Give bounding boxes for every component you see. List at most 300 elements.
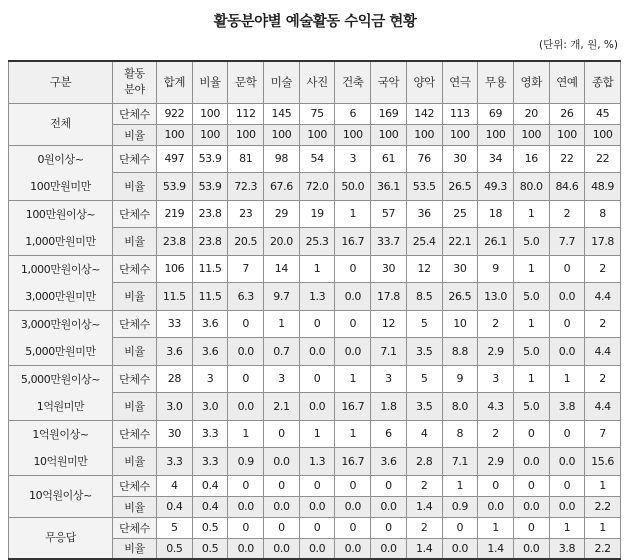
table-cell: 100 [264,124,300,145]
table-cell: 61 [371,145,407,173]
table-cell: 2.2 [585,496,621,517]
table-cell: 0.0 [335,538,371,559]
header-sub-line: 활동 [124,67,145,81]
group-label-line: 1억원이상~ [32,427,89,441]
table-row [9,420,621,448]
table-cell: 16.7 [335,448,371,476]
table-cell: 3.6 [192,338,228,366]
group-label-line: 1,000만원미만 [25,234,96,248]
column-header: 연예 [549,61,585,103]
table-cell: 16.7 [335,228,371,256]
table-cell: 112 [228,103,264,124]
table-cell: 3 [192,365,228,393]
row-type-label: 단체수 [113,255,157,283]
table-cell: 53.9 [192,173,228,201]
table-cell: 8 [585,200,621,228]
row-type-label: 단체수 [113,310,157,338]
table-row [9,365,621,393]
table-cell: 1.4 [406,496,442,517]
table-cell: 0.4 [192,475,228,496]
table-cell: 0 [299,365,335,393]
table-row [9,310,621,338]
table-cell: 0 [299,517,335,538]
table-cell: 25.3 [299,228,335,256]
table-cell: 4 [406,420,442,448]
row-type-label: 단체수 [113,420,157,448]
table-cell: 72.3 [228,173,264,201]
table-cell: 8.5 [406,283,442,311]
table-cell: 2.8 [406,448,442,476]
table-row [9,255,621,283]
group-label [9,145,113,200]
row-type-label: 비율 [113,393,157,421]
table-cell: 497 [157,145,193,173]
table-cell: 2 [585,255,621,283]
group-label-line: 3,000만원미만 [25,289,96,303]
table-cell: 100 [478,124,514,145]
table-cell: 0 [335,517,371,538]
table-cell: 5.0 [513,228,549,256]
table-cell: 100 [228,124,264,145]
table-cell: 26.5 [442,173,478,201]
table-cell: 4 [157,475,193,496]
table-cell: 9.7 [264,283,300,311]
table-cell: 1 [228,420,264,448]
table-cell: 1 [585,517,621,538]
table-cell: 0.0 [264,538,300,559]
table-cell: 3.6 [192,310,228,338]
table-cell: 0.4 [192,496,228,517]
page-title: 활동분야별 예술활동 수익금 현황 [213,14,417,30]
table-cell: 3.6 [371,448,407,476]
group-label-line: 전체 [50,117,71,130]
table-cell: 20 [513,103,549,124]
table-cell: 6 [335,103,371,124]
group-label-line: 10억원이상~ [29,489,92,502]
table-cell: 20.5 [228,228,264,256]
table-cell: 0 [228,475,264,496]
row-type-label: 단체수 [113,365,157,393]
table-cell: 0.0 [228,496,264,517]
table-cell: 0.0 [299,496,335,517]
table-cell: 0 [549,310,585,338]
table-cell: 20.0 [264,228,300,256]
column-header: 미술 [264,61,300,103]
table-cell: 0 [299,475,335,496]
table-cell: 100 [157,124,193,145]
table-cell: 3.8 [549,393,585,421]
table-cell: 3.0 [192,393,228,421]
table-cell: 0.9 [442,496,478,517]
table-cell: 26.5 [442,283,478,311]
table-cell: 0.5 [192,517,228,538]
table-cell: 2 [478,420,514,448]
table-cell: 1 [335,365,371,393]
table-row [9,145,621,173]
table-cell: 0.0 [228,538,264,559]
table-cell: 0 [371,475,407,496]
table-cell: 0.0 [299,538,335,559]
table-cell: 100 [192,124,228,145]
table-cell: 18 [478,200,514,228]
table-cell: 0.0 [228,338,264,366]
table-cell: 2 [549,200,585,228]
table-cell: 1 [513,310,549,338]
table-cell: 0.0 [513,448,549,476]
column-header: 종합 [585,61,621,103]
table-cell: 0.0 [549,283,585,311]
table-cell: 16 [513,145,549,173]
table-cell: 0.5 [192,538,228,559]
table-cell: 1 [299,420,335,448]
table-cell: 50.0 [335,173,371,201]
table-row [9,200,621,228]
table-cell: 100 [299,124,335,145]
column-header: 연극 [442,61,478,103]
table-cell: 0 [442,517,478,538]
table-cell: 16.7 [335,393,371,421]
table-cell: 33.7 [371,228,407,256]
table-cell: 12 [371,310,407,338]
table-cell: 0.0 [478,496,514,517]
table-cell: 3.8 [549,538,585,559]
table-cell: 13.0 [478,283,514,311]
table-cell: 4.4 [585,283,621,311]
table-cell: 23.8 [192,200,228,228]
table-cell: 1 [513,365,549,393]
table-cell: 0 [549,255,585,283]
table-cell: 53.9 [192,145,228,173]
table-cell: 22.1 [442,228,478,256]
table-cell: 3.0 [157,393,193,421]
table-cell: 36 [406,200,442,228]
table-cell: 30 [442,145,478,173]
table-cell: 0 [228,365,264,393]
group-label [9,517,113,559]
row-type-label: 비율 [113,496,157,517]
table-cell: 15.6 [585,448,621,476]
table-cell: 4.4 [585,393,621,421]
table-cell: 28 [157,365,193,393]
table-cell: 1.3 [299,283,335,311]
table-cell: 34 [478,145,514,173]
table-cell: 3.3 [157,448,193,476]
table-cell: 75 [299,103,335,124]
table-cell: 23.8 [192,228,228,256]
table-cell: 45 [585,103,621,124]
table-cell: 0.0 [335,283,371,311]
table-cell: 54 [299,145,335,173]
table-cell: 3 [371,365,407,393]
table-cell: 0 [335,255,371,283]
table-cell: 3.5 [406,338,442,366]
table-cell: 33 [157,310,193,338]
table-cell: 0 [513,420,549,448]
row-type-label: 단체수 [113,475,157,496]
column-header: 건축 [335,61,371,103]
table-cell: 5.0 [513,283,549,311]
table-cell: 3.3 [192,420,228,448]
header-sub-line: 분야 [124,83,145,97]
column-header: 영화 [513,61,549,103]
table-cell: 0.0 [299,393,335,421]
table-cell: 100 [335,124,371,145]
table-cell: 0.5 [157,538,193,559]
table-cell: 106 [157,255,193,283]
group-label [9,103,113,145]
table-cell: 0.4 [157,496,193,517]
table-cell: 0.0 [371,538,407,559]
table-cell: 9 [478,255,514,283]
table-cell: 0.0 [549,338,585,366]
table-cell: 1.4 [406,538,442,559]
group-label-line: 1,000만원이상~ [20,262,101,276]
table-cell: 26.1 [478,228,514,256]
table-cell: 3 [335,145,371,173]
table-cell: 19 [299,200,335,228]
table-cell: 0.7 [264,338,300,366]
table-cell: 0 [264,420,300,448]
group-label [9,200,113,255]
table-cell: 25.4 [406,228,442,256]
table-cell: 6.3 [228,283,264,311]
table-cell: 0 [513,517,549,538]
table-cell: 72.0 [299,173,335,201]
table-cell: 1 [549,517,585,538]
row-type-label: 비율 [113,228,157,256]
table-cell: 57 [371,200,407,228]
group-label [9,420,113,475]
table-cell: 12 [406,255,442,283]
table-cell: 29 [264,200,300,228]
table-cell: 98 [264,145,300,173]
table-cell: 3.5 [406,393,442,421]
table-cell: 2.2 [585,538,621,559]
table-row [9,475,621,496]
table-cell: 145 [264,103,300,124]
table-cell: 0.0 [371,496,407,517]
table-cell: 76 [406,145,442,173]
table-cell: 0 [299,310,335,338]
table-cell: 4.4 [585,338,621,366]
group-label-line: 10억원미만 [33,454,88,468]
table-cell: 81 [228,145,264,173]
table-cell: 0 [335,310,371,338]
table-cell: 0.0 [264,496,300,517]
table-cell: 26 [549,103,585,124]
unit-note: (단위: 개, 원, %) [539,39,618,51]
table-cell: 8.8 [442,338,478,366]
table-cell: 1.4 [478,538,514,559]
group-label-line: 5,000만원이상~ [20,372,101,386]
table-cell: 84.6 [549,173,585,201]
table-cell: 17.8 [371,283,407,311]
table-cell: 1 [299,255,335,283]
table-cell: 7 [228,255,264,283]
table-cell: 6 [371,420,407,448]
table-cell: 1 [442,475,478,496]
table-cell: 0.0 [549,496,585,517]
table-cell: 11.5 [192,283,228,311]
table-cell: 100 [585,124,621,145]
table-cell: 30 [442,255,478,283]
table-cell: 2 [585,365,621,393]
column-header: 문학 [228,61,264,103]
table-cell: 142 [406,103,442,124]
group-label-line: 무응답 [45,530,76,544]
table-cell: 1 [549,365,585,393]
table-cell: 0 [549,420,585,448]
table-cell: 0 [335,475,371,496]
table-cell: 5.0 [513,338,549,366]
row-type-label: 단체수 [113,200,157,228]
table-cell: 0.0 [228,393,264,421]
table-cell: 0.0 [335,338,371,366]
table-row [9,103,621,124]
table-cell: 7.1 [371,338,407,366]
header-sub [113,61,157,103]
table-cell: 69 [478,103,514,124]
table-cell: 219 [157,200,193,228]
table-cell: 0 [264,475,300,496]
table-cell: 0.0 [549,448,585,476]
table-cell: 100 [513,124,549,145]
table-cell: 0 [513,475,549,496]
table-cell: 2 [406,517,442,538]
table-cell: 11.5 [157,283,193,311]
table-cell: 0.0 [335,496,371,517]
table-body [9,103,621,559]
table-cell: 7.7 [549,228,585,256]
column-header: 합계 [157,61,193,103]
table-cell: 2 [478,310,514,338]
table-cell: 0.0 [513,538,549,559]
table-cell: 23 [228,200,264,228]
table-cell: 30 [157,420,193,448]
table-cell: 2.1 [264,393,300,421]
table-cell: 17.8 [585,228,621,256]
table-cell: 0 [228,517,264,538]
group-label-line: 1억원미만 [36,399,85,413]
group-label [9,475,113,517]
table-cell: 1 [513,200,549,228]
table-cell: 0.9 [228,448,264,476]
table-cell: 53.9 [157,173,193,201]
table-cell: 2.9 [478,338,514,366]
table-cell: 25 [442,200,478,228]
table-cell: 1.3 [299,448,335,476]
table-cell: 53.5 [406,173,442,201]
row-type-label: 비율 [113,448,157,476]
table-cell: 922 [157,103,193,124]
table-cell: 5 [406,310,442,338]
row-type-label: 비율 [113,173,157,201]
table-cell: 100 [406,124,442,145]
group-label-line: 3,000만원이상~ [20,317,101,331]
table-cell: 0.0 [442,538,478,559]
table-cell: 0 [228,310,264,338]
table-cell: 5 [157,517,193,538]
table-cell: 0 [478,475,514,496]
table-cell: 113 [442,103,478,124]
row-type-label: 비율 [113,338,157,366]
table-cell: 10 [442,310,478,338]
table-cell: 22 [549,145,585,173]
revenue-table [8,60,621,560]
table-cell: 100 [442,124,478,145]
table-cell: 30 [371,255,407,283]
table-cell: 3 [264,365,300,393]
table-cell: 1 [513,255,549,283]
table-cell: 3 [478,365,514,393]
column-header: 사진 [299,61,335,103]
table-cell: 48.9 [585,173,621,201]
group-label [9,310,113,365]
table-row [9,517,621,538]
table-cell: 0.0 [299,338,335,366]
table-cell: 14 [264,255,300,283]
table-cell: 5.0 [513,393,549,421]
table-cell: 169 [371,103,407,124]
table-cell: 0 [264,517,300,538]
table-cell: 2 [585,310,621,338]
table-cell: 0.0 [264,448,300,476]
table-cell: 100 [192,103,228,124]
group-label-line: 5,000만원미만 [25,344,96,358]
group-label [9,255,113,310]
table-cell: 100 [371,124,407,145]
table-cell: 9 [442,365,478,393]
table-cell: 8 [442,420,478,448]
table-cell: 3.6 [157,338,193,366]
table-cell: 23.8 [157,228,193,256]
table-cell: 5 [406,365,442,393]
table-cell: 11.5 [192,255,228,283]
table-cell: 0.0 [513,496,549,517]
group-label-line: 0원이상~ [37,152,84,166]
table-cell: 0 [549,475,585,496]
table-cell: 7.1 [442,448,478,476]
table-cell: 2 [406,475,442,496]
table-cell: 1 [585,475,621,496]
group-label [9,365,113,420]
table-cell: 67.6 [264,173,300,201]
table-cell: 1 [478,517,514,538]
group-label-line: 100만원미만 [30,179,91,193]
table-cell: 8.0 [442,393,478,421]
column-header: 양악 [406,61,442,103]
table-cell: 1.8 [371,393,407,421]
table-cell: 0 [371,517,407,538]
column-header: 무용 [478,61,514,103]
row-type-label: 비율 [113,538,157,559]
row-type-label: 비율 [113,283,157,311]
row-type-label: 단체수 [113,103,157,124]
table-cell: 1 [335,420,371,448]
row-type-label: 비율 [113,124,157,145]
table-cell: 7 [585,420,621,448]
table-cell: 1 [335,200,371,228]
column-header: 비율 [192,61,228,103]
table-cell: 100 [549,124,585,145]
table-cell: 22 [585,145,621,173]
table-cell: 80.0 [513,173,549,201]
row-type-label: 단체수 [113,517,157,538]
group-label-line: 100만원이상~ [25,207,96,221]
table-cell: 3.3 [192,448,228,476]
row-type-label: 단체수 [113,145,157,173]
header-group: 구분 [9,61,113,103]
